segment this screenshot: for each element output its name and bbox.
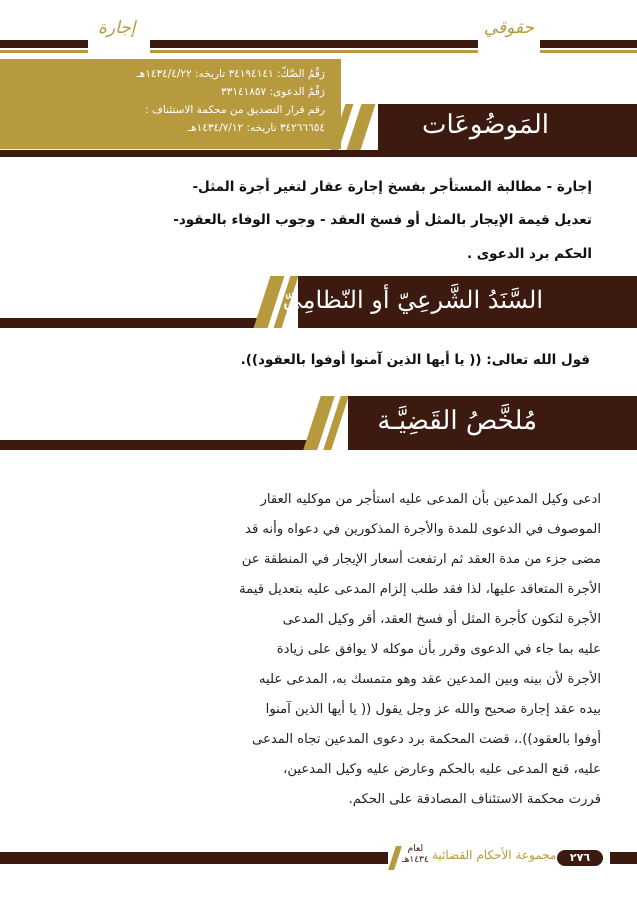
topics-underline (0, 150, 637, 157)
chapter-label: إجارة (98, 18, 136, 38)
case-number: رَقْمُ الدعوى: ٣٣١٤١٨٥٧ (221, 86, 325, 98)
summary-title: مُلخَّصُ القَضِيَّـة (377, 406, 537, 436)
topics-line: الحكم برد الدعوى . (466, 246, 592, 262)
summary-line: ادعى وكيل المدعين بأن المدعى عليه استأجر من موكليه العقار (260, 492, 601, 507)
footer-book-title: مجموعة الأحكام القضائية (432, 848, 557, 862)
footer-rule-right (610, 852, 637, 864)
summary-line: أوفوا بالعقود)).، قضت المحكمة برد دعوى المدعين تجاه المدعى (251, 732, 601, 747)
footer-rule-left (0, 852, 388, 864)
header-gold-rule-right (540, 50, 637, 53)
footer-year: ١٤٣٤هـ (402, 855, 429, 865)
header-gold-rule-left (0, 50, 88, 53)
summary-line: مضى جزء من مدة العقد ثم ارتفعت أسعار الإيجار في المنطقة عن (241, 552, 601, 567)
category-label: حقوقي (483, 18, 534, 38)
summary-line: الموصوف في الدعوى للمدة والأجرة المذكورين في دعواه وأنه قد (245, 522, 601, 537)
summary-line: بيده عقد إجارة صحيح والله عز وجل يقول (( يا أيها الذين آمنوا (265, 702, 601, 717)
page-number: ٢٧٦ (569, 851, 591, 864)
deed-number: رَقْمُ الصَّكّ: ٣٤١٩٤١٤١ تاريخه: ١٤٣٤/٤/٢٢هـ (136, 68, 325, 80)
summary-line: الأجرة لأن بينه وبين المدعين عقد وهو متمسك به، المدعى عليه (258, 672, 601, 687)
topics-title: المَوضُوعَات (421, 110, 549, 140)
basis-title: السَّنَدُ الشَّرعِيّ أو النّظامِيّ (282, 286, 543, 314)
topics-line: إجارة - مطالبة المستأجر بفسخ إجارة عقار لتغير أجرة المثل- (192, 179, 592, 195)
header-gold-rule-middle (150, 50, 478, 53)
appeal-decision-label: رقم قرار التصديق من محكمة الاستئناف : (145, 104, 325, 116)
topics-line: تعديل قيمة الإيجار بالمثل أو فسخ العقد - وجوب الوفاء بالعقود- (173, 212, 592, 228)
footer-stripe (388, 846, 402, 870)
appeal-decision-number: ٣٤٢٦٦٦٥٤ تاريخه: ١٤٣٤/٧/١٢هـ (187, 122, 325, 134)
basis-rule-left (0, 318, 258, 328)
summary-line: عليه بما جاء في الدعوى وقرر بأن موكله لا يوافق على زيادة (276, 642, 601, 657)
summary-line: الأجرة لتكون كأجرة المثل أو فسخ العقد، أقر وكيل المدعى (282, 612, 601, 627)
footer-year-label: لعام (407, 844, 424, 854)
header-rule-left (0, 40, 88, 48)
summary-line: عليه، قنع المدعى عليه بالحكم وعارض عليه وكيل المدعين، (283, 762, 601, 777)
summary-rule-left (0, 440, 308, 450)
summary-line: الأجرة المتعاقد عليها، لذا فقد طلب إلزام المدعى عليه بتعديل قيمة (239, 582, 601, 597)
basis-text: قول الله تعالى: (( يا أيها الذين آمنوا أوفوا بالعقود)). (240, 352, 590, 368)
header-rule-right (540, 40, 637, 48)
footer-year-block (402, 844, 429, 866)
summary-line: قررت محكمة الاستئناف المصادقة على الحكم. (348, 792, 601, 807)
header-rule-middle (150, 40, 478, 48)
